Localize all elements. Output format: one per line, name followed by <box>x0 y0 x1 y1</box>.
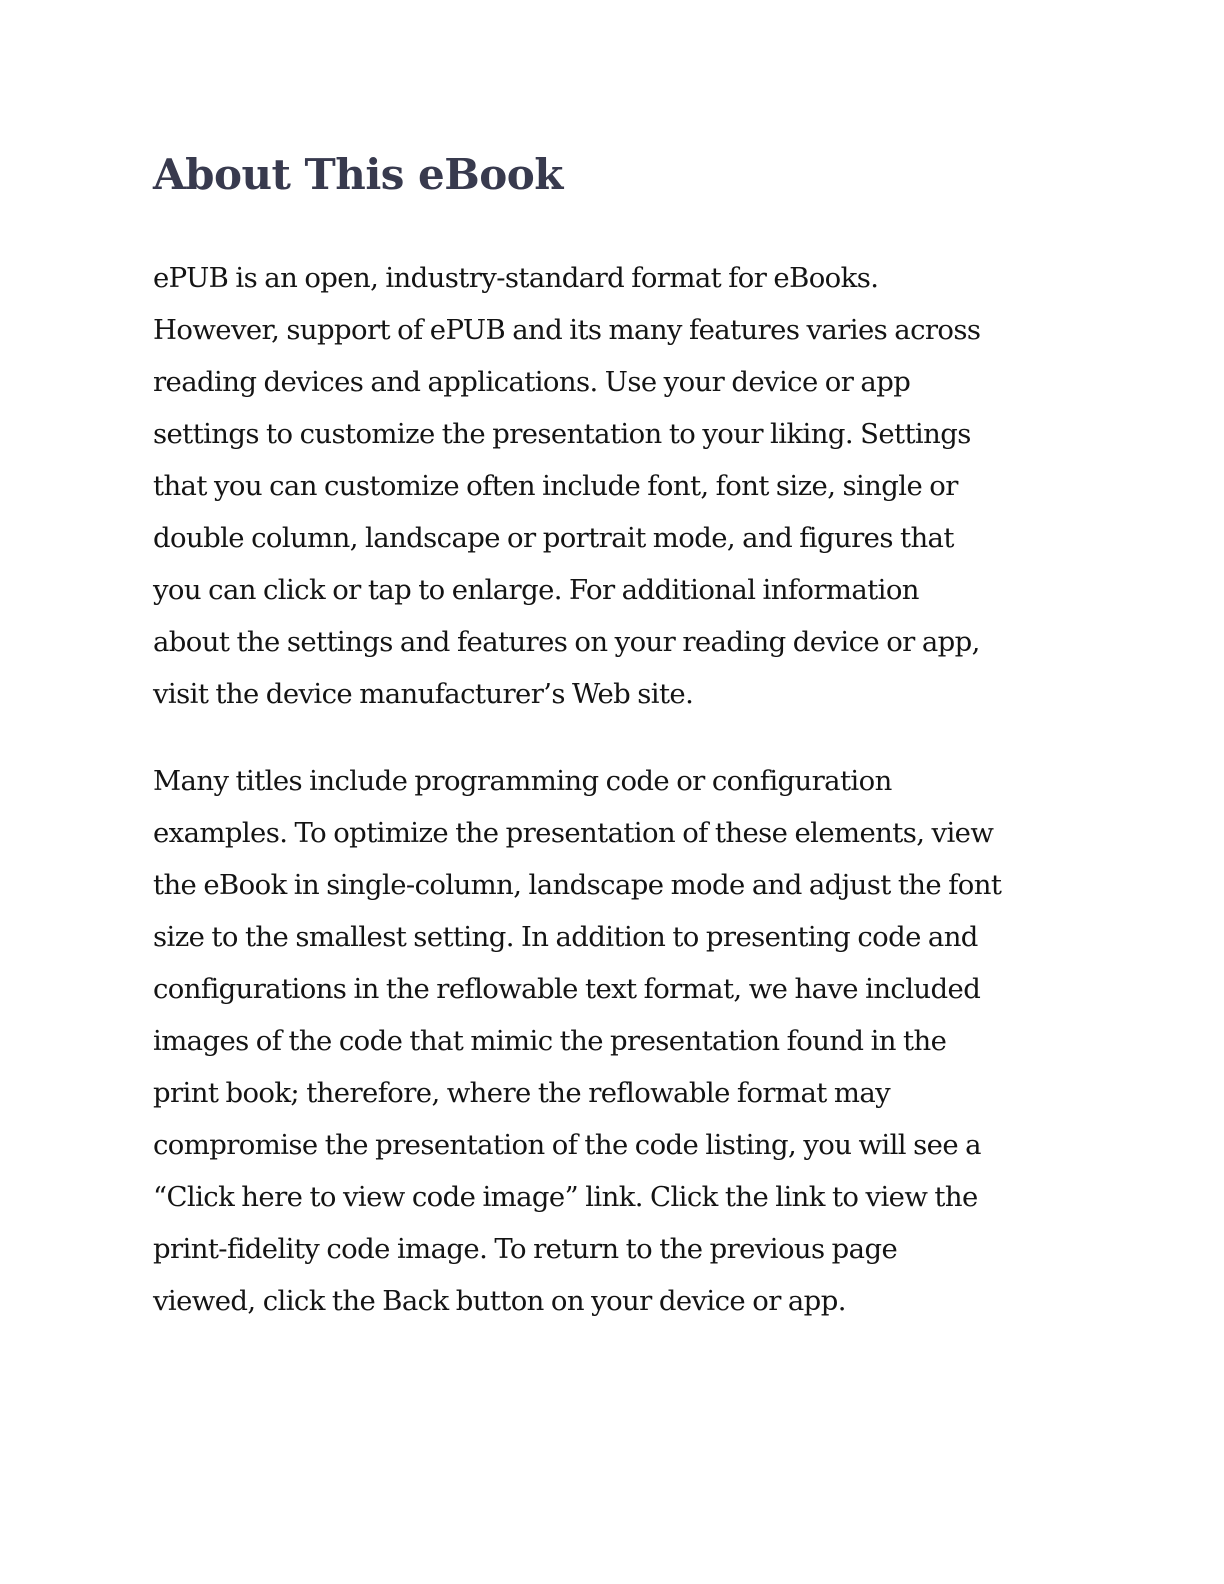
paragraph-line: settings to customize the presentation to your liking. Settings <box>153 418 971 450</box>
paragraph-line: size to the smallest setting. In addition to presenting code and <box>153 921 978 953</box>
paragraph-line: visit the device manufacturer’s Web site. <box>153 678 694 710</box>
paragraph-epub-support <box>153 252 1073 720</box>
paragraph-line: “Click here to view code image” link. Click the link to view the <box>153 1181 978 1213</box>
paragraph-line: However, support of ePUB and its many features varies across <box>153 314 981 346</box>
paragraph-line: compromise the presentation of the code listing, you will see a <box>153 1129 981 1161</box>
paragraph-line: double column, landscape or portrait mode, and figures that <box>153 522 954 554</box>
paragraph-line: the eBook in single-column, landscape mode and adjust the font <box>153 869 1002 901</box>
paragraph-line: Many titles include programming code or configuration <box>153 765 892 797</box>
paragraph-line: images of the code that mimic the presentation found in the <box>153 1025 947 1057</box>
paragraph-line: you can click or tap to enlarge. For additional information <box>153 574 919 606</box>
paragraph-line: about the settings and features on your reading device or app, <box>153 626 980 658</box>
paragraph-line: reading devices and applications. Use your device or app <box>153 366 911 398</box>
page-title: About This eBook <box>153 150 563 199</box>
paragraph-line: that you can customize often include font, font size, single or <box>153 470 958 502</box>
document-page <box>153 140 1073 1327</box>
paragraph-line: examples. To optimize the presentation of these elements, view <box>153 817 994 849</box>
paragraph-code-examples <box>153 755 1073 1327</box>
paragraph-line: print-fidelity code image. To return to the previous page <box>153 1233 898 1265</box>
paragraph-line: ePUB is an open, industry-standard format for eBooks. <box>153 262 879 294</box>
paragraph-line: configurations in the reflowable text format, we have included <box>153 973 981 1005</box>
paragraph-line: viewed, click the Back button on your device or app. <box>153 1285 846 1317</box>
paragraph-line: print book; therefore, where the reflowable format may <box>153 1077 891 1109</box>
